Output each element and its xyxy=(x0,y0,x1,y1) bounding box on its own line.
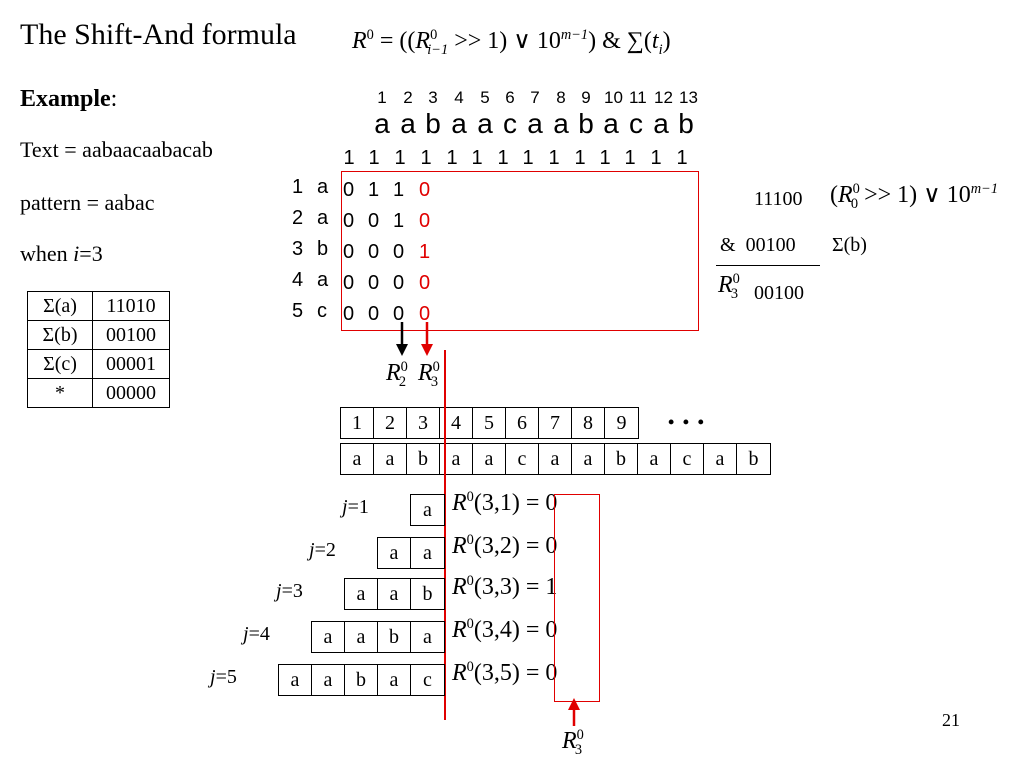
calc-line3-value: 00100 xyxy=(754,282,804,304)
text-row xyxy=(340,443,771,475)
matrix-cell: 0 xyxy=(393,272,405,294)
text_row-cell: b xyxy=(605,444,638,474)
prefix-j-label xyxy=(276,580,303,603)
matrix-col-index: 9 xyxy=(581,88,591,107)
prefix-char: b xyxy=(422,583,433,605)
matrix-row-char: a xyxy=(317,269,329,291)
text_row-boxes xyxy=(340,443,771,475)
prefix-j-label xyxy=(342,496,369,519)
matrix-text-char: a xyxy=(477,108,493,139)
matrix-cell: 0 xyxy=(343,210,355,232)
text_row-cell: a xyxy=(341,444,374,474)
slide-title: The Shift-And formula xyxy=(20,18,297,51)
prefix-char: a xyxy=(423,499,432,521)
calc-line2-expr: Σ(b) xyxy=(832,234,867,256)
matrix-cell: 1 xyxy=(368,179,380,201)
prefix-boxes xyxy=(410,494,445,526)
prefix-boxes xyxy=(377,537,445,569)
prefix-j-eq: =1 xyxy=(347,496,369,518)
prefix-j-var: j xyxy=(276,580,282,602)
matrix-top-one: 1 xyxy=(624,147,636,169)
matrix-top-one: 1 xyxy=(548,147,560,169)
text_row-cell: a xyxy=(473,444,506,474)
text_row-cell: a xyxy=(440,444,473,474)
matrix-col-index: 10 xyxy=(604,88,623,107)
prefix-result-value: (3,5) = 0 xyxy=(473,660,558,686)
prefix-j-eq: =2 xyxy=(314,539,336,561)
prefix-result-r: R xyxy=(452,490,467,516)
matrix-top-one: 1 xyxy=(522,147,534,169)
index-row xyxy=(340,407,639,439)
matrix-cell-highlight: 0 xyxy=(419,179,431,201)
matrix-cell: 0 xyxy=(368,241,380,263)
result-highlight-box xyxy=(554,494,600,702)
prefix-char: a xyxy=(312,622,345,652)
prefix-result-sup: 0 xyxy=(466,573,474,589)
calc-line1-expr: $(R^0_0 >> 1)$ ∨ $10^{m-1}$ xyxy=(830,181,999,212)
matrix-text-char: a xyxy=(527,108,543,139)
index_row-cell: 6 xyxy=(506,408,539,438)
matrix-col-index: 11 xyxy=(629,88,647,107)
matrix-row-char: a xyxy=(317,176,329,198)
prefix-boxes xyxy=(311,621,445,653)
matrix-col-index: 12 xyxy=(654,88,673,107)
matrix-top-one: 1 xyxy=(676,147,688,169)
text_row-cell: b xyxy=(748,448,759,470)
matrix-text-char: b xyxy=(678,108,694,139)
matrix-top-one: 1 xyxy=(368,147,380,169)
prefix-result xyxy=(452,490,557,517)
text_row-cell: a xyxy=(374,444,407,474)
matrix-row-index: 4 xyxy=(292,269,304,291)
prefix-char: a xyxy=(423,542,432,564)
prefix-boxes xyxy=(278,664,445,696)
matrix-cell: 0 xyxy=(343,303,355,325)
text_row-cell: a xyxy=(572,444,605,474)
matrix-col-index: 3 xyxy=(428,88,438,107)
calc-line3-r: $R^0_3$ xyxy=(718,271,740,302)
text_row-cell: a xyxy=(704,444,737,474)
prefix-j-label xyxy=(309,539,336,562)
matrix-row-index: 5 xyxy=(292,300,304,322)
prefix-result-value: (3,1) = 0 xyxy=(473,490,558,516)
prefix-char: a xyxy=(345,579,378,609)
matrix-text-char: c xyxy=(503,108,517,139)
matrix-cell: 0 xyxy=(343,179,355,201)
matrix-col-index: 1 xyxy=(377,88,387,107)
matrix-col-index: 8 xyxy=(556,88,566,107)
prefix-result-value: (3,2) = 0 xyxy=(473,533,558,559)
calc-divider xyxy=(716,265,820,266)
matrix-text-char: a xyxy=(603,108,619,139)
prefix-char: a xyxy=(423,626,432,648)
prefix-j-eq: =5 xyxy=(215,666,237,688)
matrix-cell: 0 xyxy=(368,210,380,232)
prefix-j-label xyxy=(243,623,270,646)
prefix-char: c xyxy=(423,669,432,691)
matrix-row-index: 2 xyxy=(292,207,304,229)
r3-label: $R^0_3$ xyxy=(418,359,440,390)
calc-line1-value: 11100 xyxy=(754,188,803,210)
page-number: 21 xyxy=(942,710,960,730)
matrix-cell: 0 xyxy=(393,241,405,263)
matrix-col-index: 4 xyxy=(454,88,464,107)
matrix-cell-highlight: 0 xyxy=(419,303,431,325)
prefix-j-eq: =3 xyxy=(281,580,303,602)
prefix-result-value: (3,4) = 0 xyxy=(473,617,558,643)
matrix-row-char: b xyxy=(317,238,329,260)
prefix-char: a xyxy=(312,665,345,695)
matrix-row-char: c xyxy=(317,300,327,322)
matrix-top-one: 1 xyxy=(574,147,586,169)
prefix-result-sup: 0 xyxy=(466,659,474,675)
prefix-char: b xyxy=(378,622,411,652)
matrix-top-one: 1 xyxy=(420,147,432,169)
matrix-top-one: 1 xyxy=(394,147,406,169)
matrix-text-char: a xyxy=(451,108,467,139)
matrix-arrows xyxy=(380,320,450,360)
prefix-boxes xyxy=(344,578,445,610)
prefix-char: a xyxy=(279,665,312,695)
text_row-cell: c xyxy=(671,444,704,474)
index_row-cell: 7 xyxy=(539,408,572,438)
prefix-j-label xyxy=(210,666,237,689)
matrix-cell-highlight: 0 xyxy=(419,272,431,294)
pattern-line: pattern = aabac xyxy=(20,190,155,215)
matrix-top-one: 1 xyxy=(497,147,509,169)
matrix-top-one: 1 xyxy=(471,147,483,169)
prefix-j-var: j xyxy=(243,623,249,645)
prefix-result xyxy=(452,660,557,687)
index_row-cell: 5 xyxy=(473,408,506,438)
example-heading: Example: xyxy=(20,86,118,112)
matrix-col-index: 2 xyxy=(403,88,413,107)
when-line: when i=3 xyxy=(20,241,103,266)
matrix-col-index: 5 xyxy=(480,88,490,107)
index_row-cell: 3 xyxy=(407,408,440,438)
text_row-cell: a xyxy=(539,444,572,474)
matrix-row-index: 3 xyxy=(292,238,304,260)
prefix-result-sup: 0 xyxy=(466,489,474,505)
text_row-cell: b xyxy=(407,444,440,474)
prefix-result xyxy=(452,533,557,560)
index_row-cell: 8 xyxy=(572,408,605,438)
prefix-result-r: R xyxy=(452,533,467,559)
calc-line2: & 00100 xyxy=(720,234,796,256)
matrix-cell: 1 xyxy=(393,179,405,201)
result-arrow xyxy=(562,698,586,728)
prefix-char: a xyxy=(378,538,411,568)
matrix-row-index: 1 xyxy=(292,176,304,198)
matrix-top-one: 1 xyxy=(650,147,662,169)
prefix-char: a xyxy=(345,622,378,652)
index_row-cell: 4 xyxy=(440,408,473,438)
shift-and-formula: $R^0 = ((R^0_{i-1} >> 1)$ ∨ $10^{m-1}$) & $\sum(t_i)$ xyxy=(352,27,671,58)
matrix-cell-highlight: 0 xyxy=(419,210,431,232)
prefix-char: a xyxy=(378,665,411,695)
text_row-cell: c xyxy=(506,444,539,474)
prefix-j-var: j xyxy=(309,539,315,561)
prefix-j-eq: =4 xyxy=(248,623,270,645)
ellipsis: • • • xyxy=(668,412,706,432)
matrix-col-index: 7 xyxy=(530,88,540,107)
prefix-result-sup: 0 xyxy=(466,616,474,632)
prefix-result-value: (3,3) = 1 xyxy=(473,574,558,600)
prefix-result-r: R xyxy=(452,660,467,686)
matrix-row-char: a xyxy=(317,207,329,229)
matrix-text-char: a xyxy=(400,108,416,139)
matrix-col-index: 6 xyxy=(505,88,515,107)
prefix-result-r: R xyxy=(452,574,467,600)
index_row-cell: 2 xyxy=(374,408,407,438)
matrix-top-one: 1 xyxy=(446,147,458,169)
matrix-text-char: b xyxy=(578,108,594,139)
matrix-cell-highlight: 1 xyxy=(419,241,431,263)
prefix-j-var: j xyxy=(210,666,216,688)
text_row-cell: a xyxy=(638,444,671,474)
matrix-cell: 1 xyxy=(393,210,405,232)
prefix-char: a xyxy=(378,579,411,609)
r2-label: $R^0_2$ xyxy=(386,359,408,390)
prefix-result xyxy=(452,617,557,644)
matrix-text-char: a xyxy=(374,108,390,139)
matrix-top-one: 1 xyxy=(599,147,611,169)
index_row-boxes xyxy=(340,407,639,439)
matrix-cell: 0 xyxy=(368,272,380,294)
index_row-cell: 1 xyxy=(341,408,374,438)
index_row-cell: 9 xyxy=(616,412,627,434)
matrix-text-char: a xyxy=(653,108,669,139)
matrix-top-one: 1 xyxy=(343,147,355,169)
prefix-result-r: R xyxy=(452,617,467,643)
text-line: Text = aabaacaabacab xyxy=(20,137,213,162)
prefix-j-var: j xyxy=(342,496,348,518)
matrix-text-char: b xyxy=(425,108,441,139)
matrix-cell: 0 xyxy=(343,272,355,294)
matrix-cell: 0 xyxy=(343,241,355,263)
matrix-text-char: a xyxy=(553,108,569,139)
matrix-cell: 0 xyxy=(393,303,405,325)
prefix-result xyxy=(452,574,557,601)
matrix-text-char: c xyxy=(629,108,643,139)
prefix-result-sup: 0 xyxy=(466,532,474,548)
matrix-cell: 0 xyxy=(368,303,380,325)
sigma-table: Σ(a) 11010 Σ(b) 00100 Σ(c) 00001 * 00000 xyxy=(27,291,170,408)
bottom-r3-label: $R^0_3$ xyxy=(562,727,584,758)
matrix-col-index: 13 xyxy=(679,88,698,107)
matrix-highlight-box xyxy=(341,171,699,331)
prefix-char: b xyxy=(345,665,378,695)
